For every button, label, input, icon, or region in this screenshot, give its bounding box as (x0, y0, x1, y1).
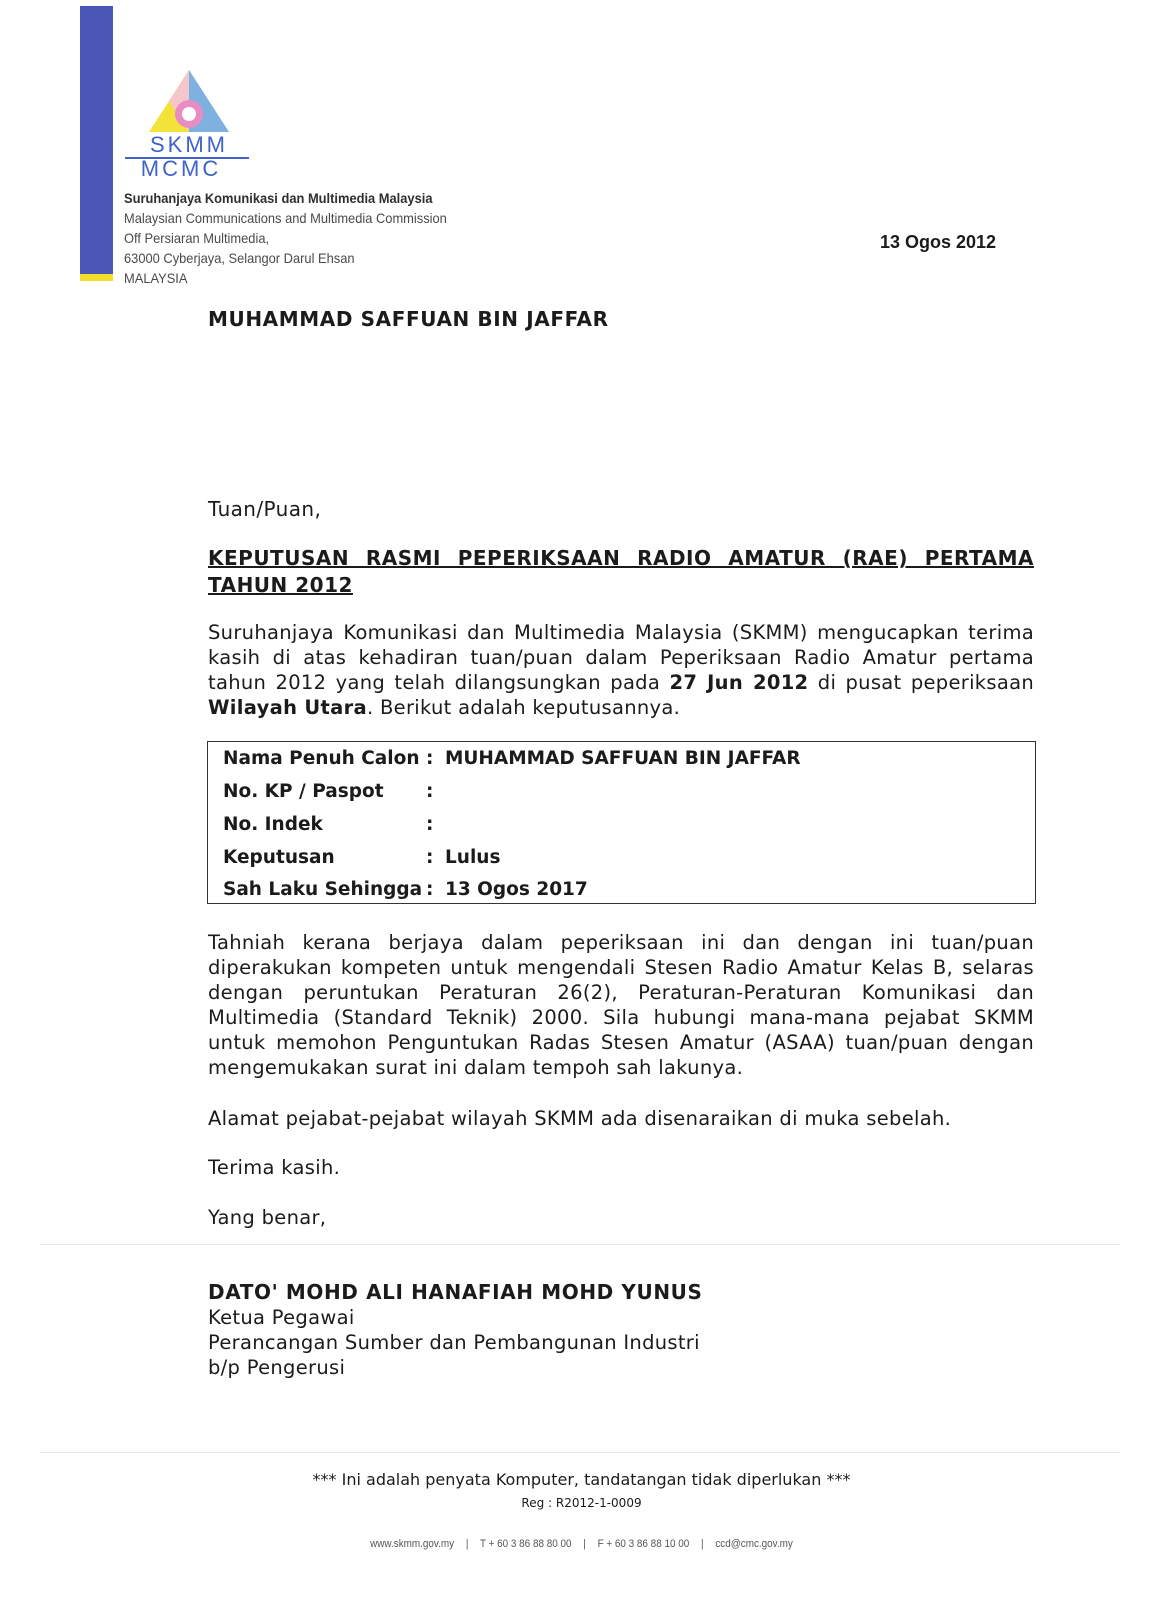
address-line-2: 63000 Cyberjaya, Selangor Darul Ehsan (124, 250, 355, 266)
result-label: No. KP / Paspot (223, 781, 384, 802)
para1-text-c: . Berikut adalah keputusannya. (366, 696, 681, 719)
para1-text-a: Suruhanjaya Komunikasi dan Multimedia Malaysia (SKMM) mengucapkan terima kasih di atas kehadiran tuan/puan dalam Peperiksaan Radio Amatur pertama tahun 2012 yang telah dilangsungkan pada (208, 621, 1034, 694)
result-separator: : (426, 814, 434, 835)
result-label: Nama Penuh Calon (223, 748, 420, 769)
result-value: Lulus (445, 847, 501, 868)
signatory-title-3: b/p Pengerusi (208, 1356, 346, 1379)
brand-color-bar (80, 6, 113, 278)
scan-artifact-line (40, 1452, 1120, 1453)
salutation: Tuan/Puan, (208, 497, 322, 521)
footer-phone: T + 60 3 86 88 80 00 (480, 1538, 572, 1550)
results-box (207, 741, 1036, 904)
computer-generated-note: *** Ini adalah penyata Komputer, tandatangan tidak diperlukan *** (312, 1470, 851, 1489)
address-line-1: Off Persiaran Multimedia, (124, 230, 270, 246)
body-paragraph-2: Tahniah kerana berjaya dalam peperiksaan ini dan dengan ini tuan/puan diperakukan kompeten untuk mengendali Stesen Radio Amatur Kelas B, selaras dengan peruntukan Peraturan 26(2), Peraturan-Peraturan Komunikasi dan Multimedia (Standard Teknik) 2000. Sila hubungi mana-mana pejabat SKMM untuk memohon Penguntukan Radas Stesen Amatur (ASAA) tuan/puan dengan mengemukakan surat ini dalam tempoh sah lakunya. (208, 931, 1034, 1079)
result-label: No. Indek (223, 814, 323, 835)
result-label: Keputusan (223, 847, 335, 868)
footer-separator: | (465, 1538, 469, 1550)
body-paragraph-3: Alamat pejabat-pejabat wilayah SKMM ada disenaraikan di muka sebelah. (208, 1107, 952, 1130)
result-value: 13 Ogos 2017 (445, 879, 588, 900)
result-separator: : (426, 781, 434, 802)
letter-date: 13 Ogos 2012 (880, 232, 997, 252)
signatory-name: DATO' MOHD ALI HANAFIAH MOHD YUNUS (208, 1280, 703, 1304)
exam-center: Wilayah Utara (208, 696, 367, 719)
org-name-malay: Suruhanjaya Komunikasi dan Multimedia Malaysia (124, 190, 433, 206)
valediction: Yang benar, (208, 1206, 327, 1229)
logo-text-mcmc: MCMC (140, 156, 222, 180)
address-line-3: MALAYSIA (124, 270, 188, 286)
scan-artifact-line (40, 1244, 1120, 1245)
footer-contact (58, 1538, 1105, 1550)
footer-email: ccd@cmc.gov.my (715, 1538, 793, 1550)
logo-triangle-icon (149, 70, 229, 132)
registration-number: Reg : R2012-1-0009 (521, 1496, 642, 1510)
exam-date: 27 Jun 2012 (669, 671, 809, 694)
body-paragraph-1 (208, 620, 1034, 720)
result-separator: : (426, 847, 434, 868)
letter-subject: KEPUTUSAN RASMI PEPERIKSAAN RADIO AMATUR (RAE) PERTAMA TAHUN 2012 (208, 546, 1034, 597)
skmm-logo (125, 70, 255, 180)
result-label: Sah Laku Sehingga (223, 879, 423, 900)
closing: Terima kasih. (208, 1156, 341, 1179)
result-separator: : (426, 748, 434, 769)
brand-bar-yellow (80, 274, 113, 281)
brand-bar-blue (80, 6, 113, 274)
signatory-title-1: Ketua Pegawai (208, 1306, 355, 1329)
footer-fax: F + 60 3 86 88 10 00 (597, 1538, 690, 1550)
result-separator: : (426, 879, 434, 900)
footer-separator: | (700, 1538, 704, 1550)
footer-separator: | (583, 1538, 586, 1550)
logo-text-skmm: SKMM (150, 132, 228, 157)
result-value: MUHAMMAD SAFFUAN BIN JAFFAR (445, 748, 801, 769)
recipient-name: MUHAMMAD SAFFUAN BIN JAFFAR (208, 307, 609, 331)
footer-website: www.skmm.gov.my (370, 1538, 455, 1550)
signatory-title-2: Perancangan Sumber dan Pembangunan Industri (208, 1331, 700, 1354)
org-name-english: Malaysian Communications and Multimedia Commission (124, 210, 447, 226)
para1-text-b: di pusat peperiksaan (808, 671, 1035, 694)
